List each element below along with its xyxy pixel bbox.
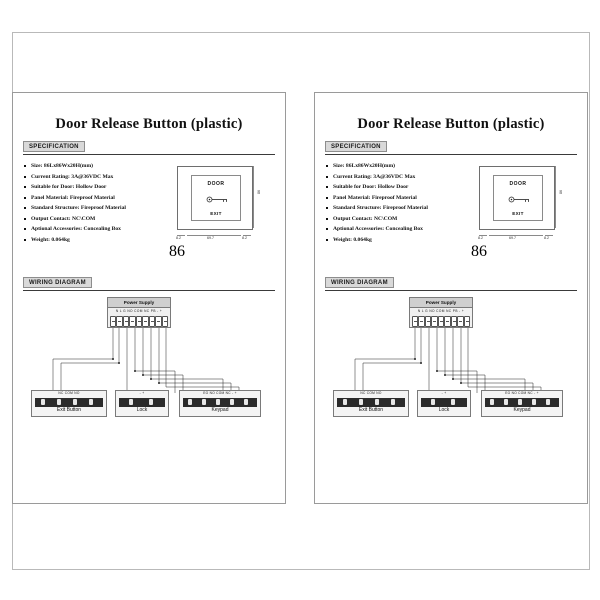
key-icon [508, 196, 530, 203]
list-item: Suitable for Door: Hollow Door [23, 182, 173, 193]
exit-button-pins: NC COM NO [58, 391, 80, 395]
keypad-caption: Keypad [211, 407, 229, 413]
terminal-strip [485, 398, 559, 407]
device-outline [177, 166, 253, 230]
wiring-diagram [325, 297, 577, 415]
dimension-row-detail [471, 233, 571, 241]
exit-button-pins: NC COM NO [360, 391, 382, 395]
specification-body [325, 161, 577, 269]
list-item: Weight: 0.064kg [325, 235, 475, 246]
screw-terminal [155, 316, 161, 327]
list-item: Output Contact: NC\COM [325, 214, 475, 225]
dimension-left-value: 8.2 [176, 236, 181, 240]
dimension-left-value: 8.2 [478, 236, 483, 240]
device-faceplate [493, 175, 543, 221]
list-item: Panel Material: Fireproof Material [23, 193, 173, 204]
power-supply-terminals: N L G NO COM NC PB - + [115, 309, 163, 313]
specification-header [23, 143, 275, 155]
power-supply-screws [110, 316, 168, 325]
dimension-height-value: 86 [257, 190, 261, 194]
screw-terminal [129, 316, 135, 327]
power-supply-module [409, 297, 473, 327]
lock-module [115, 390, 169, 417]
keypad-pins: EG NO COM NC - + [203, 391, 237, 395]
device-outline [479, 166, 555, 230]
dimension-total-value: 86 [471, 243, 487, 260]
specification-header [325, 143, 577, 155]
power-supply-screws [412, 316, 470, 325]
screw-terminal [142, 316, 148, 327]
list-item: Standard Structure: Fireproof Material [23, 203, 173, 214]
faceplate-bottom-text: EXIT [210, 211, 222, 216]
list-item: Weight: 0.064kg [23, 235, 173, 246]
exit-button-module [31, 390, 107, 417]
list-item: Output Contact: NC\COM [23, 214, 173, 225]
power-supply-terminals: N L G NO COM NC PB - + [417, 309, 465, 313]
list-item: Current Rating: 3A@36VDC Max [325, 172, 475, 183]
dimension-height [253, 166, 270, 228]
sheet-container [12, 92, 588, 504]
power-supply-body [107, 308, 171, 328]
exit-button-caption: Exit Button [56, 407, 82, 413]
product-drawing [471, 163, 579, 263]
lock-module [417, 390, 471, 417]
lock-pins: - + [139, 391, 145, 395]
list-item: Size: 86Lx86Wx20H(mm) [23, 161, 173, 172]
keypad-module [179, 390, 261, 417]
key-icon [206, 196, 228, 203]
list-item: Size: 86Lx86Wx20H(mm) [325, 161, 475, 172]
list-item: Aptional Accessories: Concealing Box [23, 224, 173, 235]
screw-terminal [162, 316, 168, 327]
terminal-strip [421, 398, 467, 407]
dimension-total-value: 86 [169, 243, 185, 260]
spec-sheet [314, 92, 588, 504]
dimension-row-total [471, 243, 571, 260]
dimension-row-detail [169, 233, 269, 241]
keypad-caption: Keypad [513, 407, 531, 413]
list-item: Panel Material: Fireproof Material [325, 193, 475, 204]
lock-caption: Lock [438, 407, 450, 413]
screw-terminal [457, 316, 463, 327]
terminal-strip [337, 398, 405, 407]
dimension-center-value: 69.7 [509, 236, 516, 240]
power-supply-module [107, 297, 171, 327]
dimension-height [555, 166, 572, 228]
terminal-strip [119, 398, 165, 407]
faceplate-top-text: DOOR [207, 181, 225, 187]
exit-button-module [333, 390, 409, 417]
specification-label: SPECIFICATION [325, 141, 387, 152]
lock-pins: - + [441, 391, 447, 395]
specification-body [23, 161, 275, 269]
power-supply-label: Power Supply [409, 297, 473, 308]
wiring-header [23, 279, 275, 291]
specification-list [23, 161, 173, 245]
exit-button-caption: Exit Button [358, 407, 384, 413]
dimension-height-value: 86 [559, 190, 563, 194]
list-item: Current Rating: 3A@36VDC Max [23, 172, 173, 183]
page-title: Door Release Button (plastic) [357, 116, 545, 132]
dimension-row-total [169, 243, 269, 260]
screw-terminal [116, 316, 122, 327]
power-supply-body [409, 308, 473, 328]
faceplate-bottom-text: EXIT [512, 211, 524, 216]
wiring-label: WIRING DIAGRAM [325, 277, 394, 288]
lock-caption: Lock [136, 407, 148, 413]
power-supply-label: Power Supply [107, 297, 171, 308]
screw-terminal [431, 316, 437, 327]
wiring-header [325, 279, 577, 291]
page-title: Door Release Button (plastic) [55, 116, 243, 132]
dimension-right-value: 8.2 [544, 236, 549, 240]
list-item: Aptional Accessories: Concealing Box [325, 224, 475, 235]
spec-sheet [12, 92, 286, 504]
specification-list [325, 161, 475, 245]
product-drawing [169, 163, 277, 263]
specification-label: SPECIFICATION [23, 141, 85, 152]
faceplate-top-text: DOOR [509, 181, 527, 187]
list-item: Standard Structure: Fireproof Material [325, 203, 475, 214]
keypad-pins: EG NO COM NC - + [505, 391, 539, 395]
list-item: Suitable for Door: Hollow Door [325, 182, 475, 193]
terminal-strip [183, 398, 257, 407]
screw-terminal [418, 316, 424, 327]
wiring-diagram [23, 297, 275, 415]
terminal-strip [35, 398, 103, 407]
device-faceplate [191, 175, 241, 221]
screw-terminal [444, 316, 450, 327]
dimension-right-value: 8.2 [242, 236, 247, 240]
wiring-label: WIRING DIAGRAM [23, 277, 92, 288]
dimension-center-value: 69.7 [207, 236, 214, 240]
screw-terminal [464, 316, 470, 327]
keypad-module [481, 390, 563, 417]
